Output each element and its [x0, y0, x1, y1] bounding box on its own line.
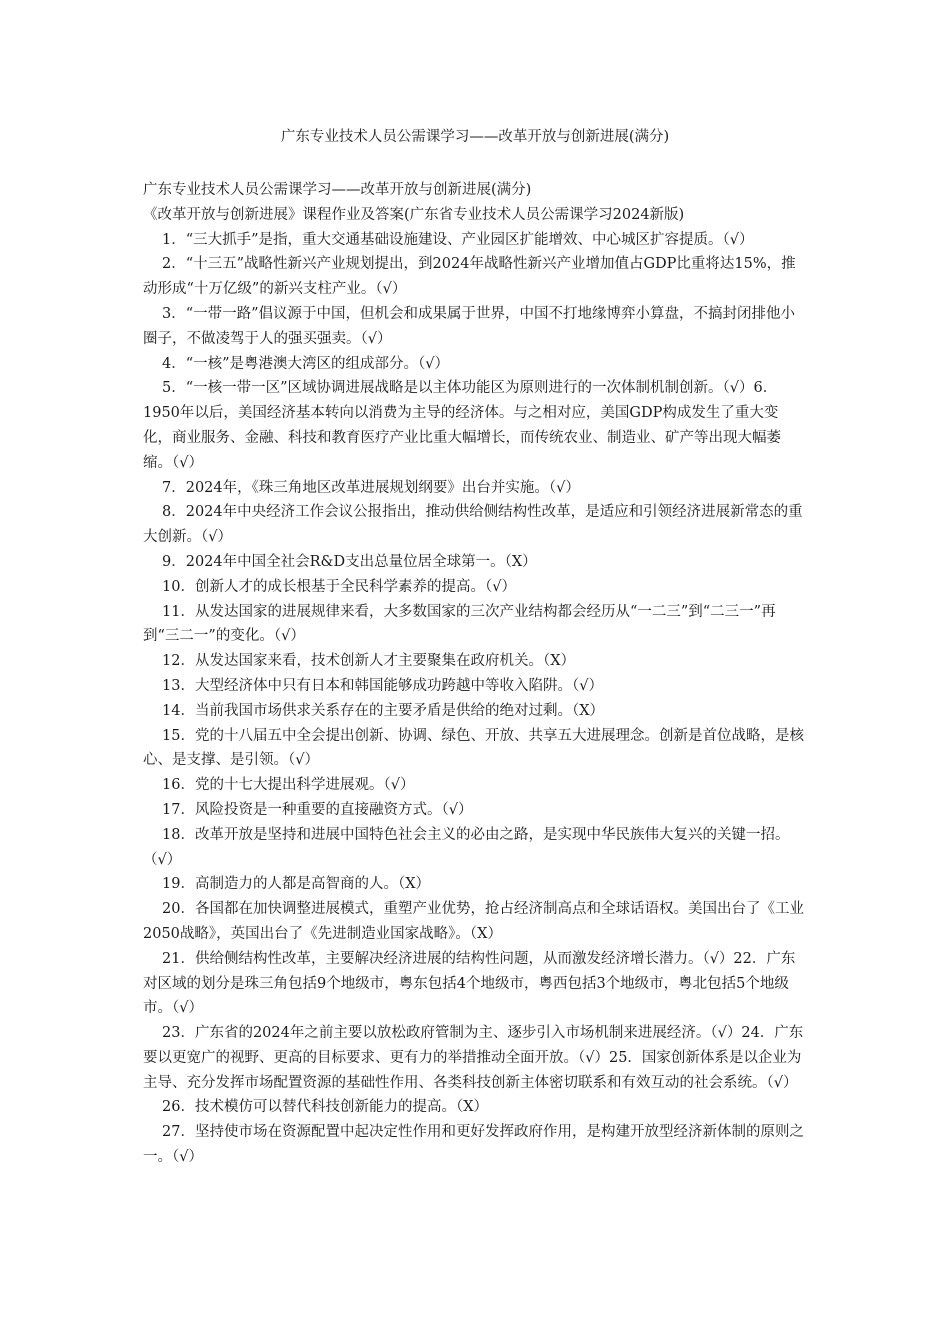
question-item: 12．从发达国家来看，技术创新人才主要聚集在政府机关。（X）	[162, 653, 576, 670]
header-line: 《改革开放与创新进展》课程作业及答案(广东省专业技术人员公需课学习2024新版)	[143, 206, 685, 223]
question-item: 20．各国都在加快调整进展模式，重塑产业优势，抢占经济制高点和全球话语权。美国出台了《工业2050战略》，英国出台了《先进制造业国家战略》。（X）	[143, 901, 804, 942]
question-item: 23．广东省的2024年之前主要以放松政府管制为主、逐步引入市场机制来进展经济。（√）24．广东要以更宽广的视野、更高的目标要求、更有力的举措推动全面开放。（√）25．国家创新体系是以企业为主导、充分发挥市场配置资源的基础性作用、各类科技创新主体密切联系和有效互动的社会系统。（√）	[143, 1025, 804, 1091]
question-item: 15．党的十八届五中全会提出创新、协调、绿色、开放、共享五大进展理念。创新是首位战略，是核心、是支撑、是引领。（√）	[143, 727, 804, 769]
question-item: 16．党的十七大提出科学进展观。（√）	[162, 777, 415, 794]
question-item: 11．从发达国家的进展规律来看，大多数国家的三次产业结构都会经历从“一二三”到“二三一”再到“三二一”的变化。（√）	[143, 603, 776, 645]
question-item: 3．“一带一路”倡议源于中国，但机会和成果属于世界，中国不打地缘博弈小算盘，不搞封闭排他小圈子，不做凌驾于人的强买强卖。（√）	[143, 305, 796, 347]
question-item: 9．2024年中国全社会R&D支出总量位居全球第一。（X）	[162, 553, 537, 570]
question-item: 19．高制造力的人都是高智商的人。（X）	[162, 876, 431, 893]
question-item: 13．大型经济体中只有日本和韩国能够成功跨越中等收入陷阱。（√）	[162, 677, 603, 694]
question-item: 27．坚持使市场在资源配置中起决定性作用和更好发挥政府作用，是构建开放型经济新体制的原则之一。（√）	[143, 1124, 804, 1166]
question-item: 14．当前我国市场供求关系存在的主要矛盾是供给的绝对过剩。（X）	[162, 702, 605, 719]
question-item: 26．技术模仿可以替代科技创新能力的提高。（X）	[162, 1099, 489, 1116]
question-item: 17．风险投资是一种重要的直接融资方式。（√）	[162, 801, 473, 818]
question-item: 2．“十三五”战略性新兴产业规划提出，到2024年战略性新兴产业增加值占GDP比重将达15%，推动形成“十万亿级”的新兴支柱产业。（√）	[143, 256, 796, 298]
question-item: 7．2024年，《珠三角地区改革进展规划纲要》出台并实施。（√）	[162, 479, 580, 496]
question-item: 5．“一核一带一区”区域协调进展战略是以主体功能区为原则进行的一次体制机制创新。（√）6．1950年以后，美国经济基本转向以消费为主导的经济体。与之相对应，美国GDP构成发生了重大变化，商业服务、金融、科技和教育医疗产业比重大幅增长，而传统农业、制造业、矿产等出现大幅萎缩。（√）	[143, 380, 781, 471]
question-item: 10．创新人才的成长根基于全民科学素养的提高。（√）	[162, 578, 516, 595]
question-item: 8．2024年中央经济工作会议公报指出，推动供给侧结构性改革，是适应和引领经济进展新常态的重大创新。（√）	[143, 504, 803, 546]
header-line: 广东专业技术人员公需课学习——改革开放与创新进展(满分)	[143, 182, 532, 198]
document-title: 广东专业技术人员公需课学习——改革开放与创新进展(满分)	[280, 129, 670, 145]
document-body	[143, 178, 807, 1170]
question-item: 1．“三大抓手”是指，重大交通基础设施建设、产业园区扩能增效、中心城区扩容提质。（√）	[162, 231, 754, 248]
question-item: 4．“一核”是粤港澳大湾区的组成部分。（√）	[162, 355, 450, 372]
question-item: 18．改革开放是坚持和进展中国特色社会主义的必由之路，是实现中华民族伟大复兴的关键一招。（√）	[143, 826, 790, 868]
question-item: 21．供给侧结构性改革，主要解决经济进展的结构性问题，从而激发经济增长潜力。（√）22．广东对区域的划分是珠三角包括9个地级市，粤东包括4个地级市，粤西包括3个地级市，粤北包括5个地级市。（√）	[143, 950, 796, 1017]
